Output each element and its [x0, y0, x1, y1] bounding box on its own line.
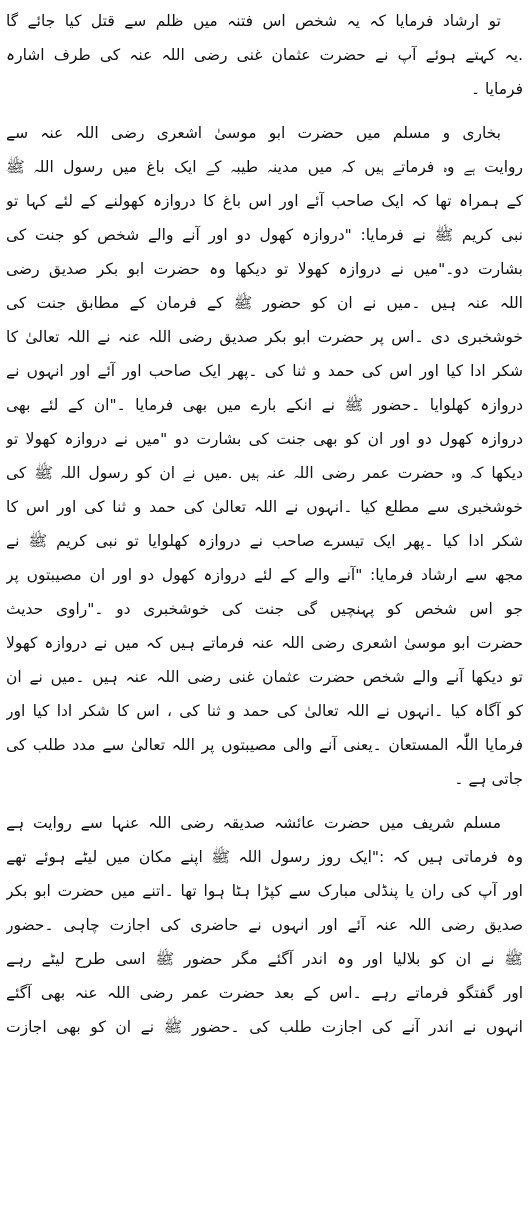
text-line: وہ فرماتی ہیں کہ :"ایک روز رسول اللہ ﷺ اپنے مکان میں لیٹے ہوئے تھے [6, 848, 523, 866]
paragraph-gap [6, 106, 523, 116]
paragraph-2 [6, 116, 523, 796]
text-line: خوشخبری دی ۔اس پر حضرت ابو بکر صدیق رضی اللہ عنہ نے اللہ تعالیٰ کا [6, 328, 523, 346]
text-line: نبی کریم ﷺ نے فرمایا: "دروازہ کھول دو اور آنے والے شخص کو جنت کی [6, 226, 523, 244]
text-line: جو اس شخص کو پہنچیں گی جنت کی خوشخبری دو ۔"راوی حدیث [6, 600, 523, 618]
text-line: شکر ادا کیا ۔پھر ایک تیسرے صاحب نے دروازہ کھلوایا تو نبی کریم ﷺ نے [6, 532, 523, 550]
text-line: فرمایا اللّٰہ المستعان ۔یعنی آنے والی مصیبتوں پر اللہ تعالیٰ سے مدد طلب کی [6, 736, 523, 754]
text-line: فرمایا ۔ [470, 80, 523, 98]
text-line: مسلم شریف میں حضرت عائشہ صدیقہ رضی اللہ عنہا سے روایت ہے [6, 814, 501, 832]
paragraph-gap [6, 796, 523, 806]
text-line: اور آپ کی ران یا پنڈلی مبارک سے کپڑا ہٹا ہوا تھا ۔اتنے میں حضرت ابو بکر [6, 882, 523, 900]
text-line: انہوں نے اندر آنے کی اجازت طلب کی ۔حضور ﷺ نے ان کو بھی اجازت [6, 1018, 523, 1036]
text-line: دروازہ کھلوایا ۔حضور ﷺ نے انکے بارے میں بھی فرمایا ۔"ان کے لئے بھی [6, 396, 523, 414]
text-line: اور گفتگو فرماتے رہے ۔اس کے بعد حضرت عمر رضی اللہ عنہ بھی آگئے [6, 984, 523, 1002]
text-line: اللہ عنہ ہیں ۔میں نے ان کو حضور ﷺ کے فرمان کے مطابق جنت کی [6, 294, 523, 312]
text-line: خوشخبری سے مطلع کیا ۔انہوں نے اللہ تعالیٰ کی حمد و ثنا کی اور اس کا [6, 498, 523, 516]
text-line: کو آگاہ کیا ۔انہوں نے اللہ تعالیٰ کی حمد و ثنا کی ، اس کا شکر ادا کیا اور [6, 702, 523, 720]
text-line: صدیق رضی اللہ عنہ آئے اور انہوں نے حاضری کی اجازت چاہی ۔حضور [6, 916, 523, 934]
text-line: بشارت دو۔"میں نے دروازہ کھولا تو دیکھا وہ حضرت ابو بکر صدیق رضی [6, 260, 523, 278]
text-line: مجھ سے ارشاد فرمایا: "آنے والے کے لئے دروازہ کھول دو اور ان مصیبتوں پر [6, 566, 523, 584]
text-line: بخاری و مسلم میں حضرت ابو موسیٰ اشعری رضی اللہ عنہ سے [6, 124, 501, 142]
text-line: دیکھا کہ وہ حضرت عمر رضی اللہ عنہ ہیں ۔میں نے ان کو رسول اللہ ﷺ کی [6, 464, 523, 482]
text-line: دروازہ کھول دو اور ان کو بھی جنت کی بشارت دو "میں نے دروازہ کھولا تو [6, 430, 523, 448]
text-line: جاتی ہے ۔ [454, 770, 523, 788]
text-line: ﷺ نے ان کو بلالیا اور وہ اندر آگئے مگر حضور ﷺ اسی طرح لیٹے رہے [6, 950, 523, 968]
paragraph-3 [6, 806, 523, 1044]
text-line: حضرت ابو موسیٰ اشعری رضی اللہ عنہ فرماتے ہیں کہ میں نے دروازہ کھولا [6, 634, 523, 652]
text-line: تو ارشاد فرمایا کہ یہ شخص اس فتنہ میں ظلم سے قتل کیا جائے گا [6, 12, 501, 30]
text-line: تو دیکھا آنے والے شخص حضرت عثمان غنی رضی اللہ عنہ ہیں ۔میں نے ان [6, 668, 523, 686]
text-line: کے ہمراہ تھا کہ ایک صاحب آئے اور اس باغ کا دروازہ کھولنے کے لئے کہا تو [6, 192, 523, 210]
text-line: شکر ادا کیا اور اس کی حمد و ثنا کی ۔پھر ایک صاحب اور آئے اور انہوں نے [6, 362, 523, 380]
text-line: .یہ کہتے ہوئے آپ نے حضرت عثمان غنی رضی اللہ عنہ کی طرف اشارہ [6, 46, 523, 64]
text-line: روایت ہے وہ فرماتے ہیں کہ میں مدینہ طیبہ کے ایک باغ میں رسول اللہ ﷺ [6, 158, 523, 176]
paragraph-1 [6, 4, 523, 106]
